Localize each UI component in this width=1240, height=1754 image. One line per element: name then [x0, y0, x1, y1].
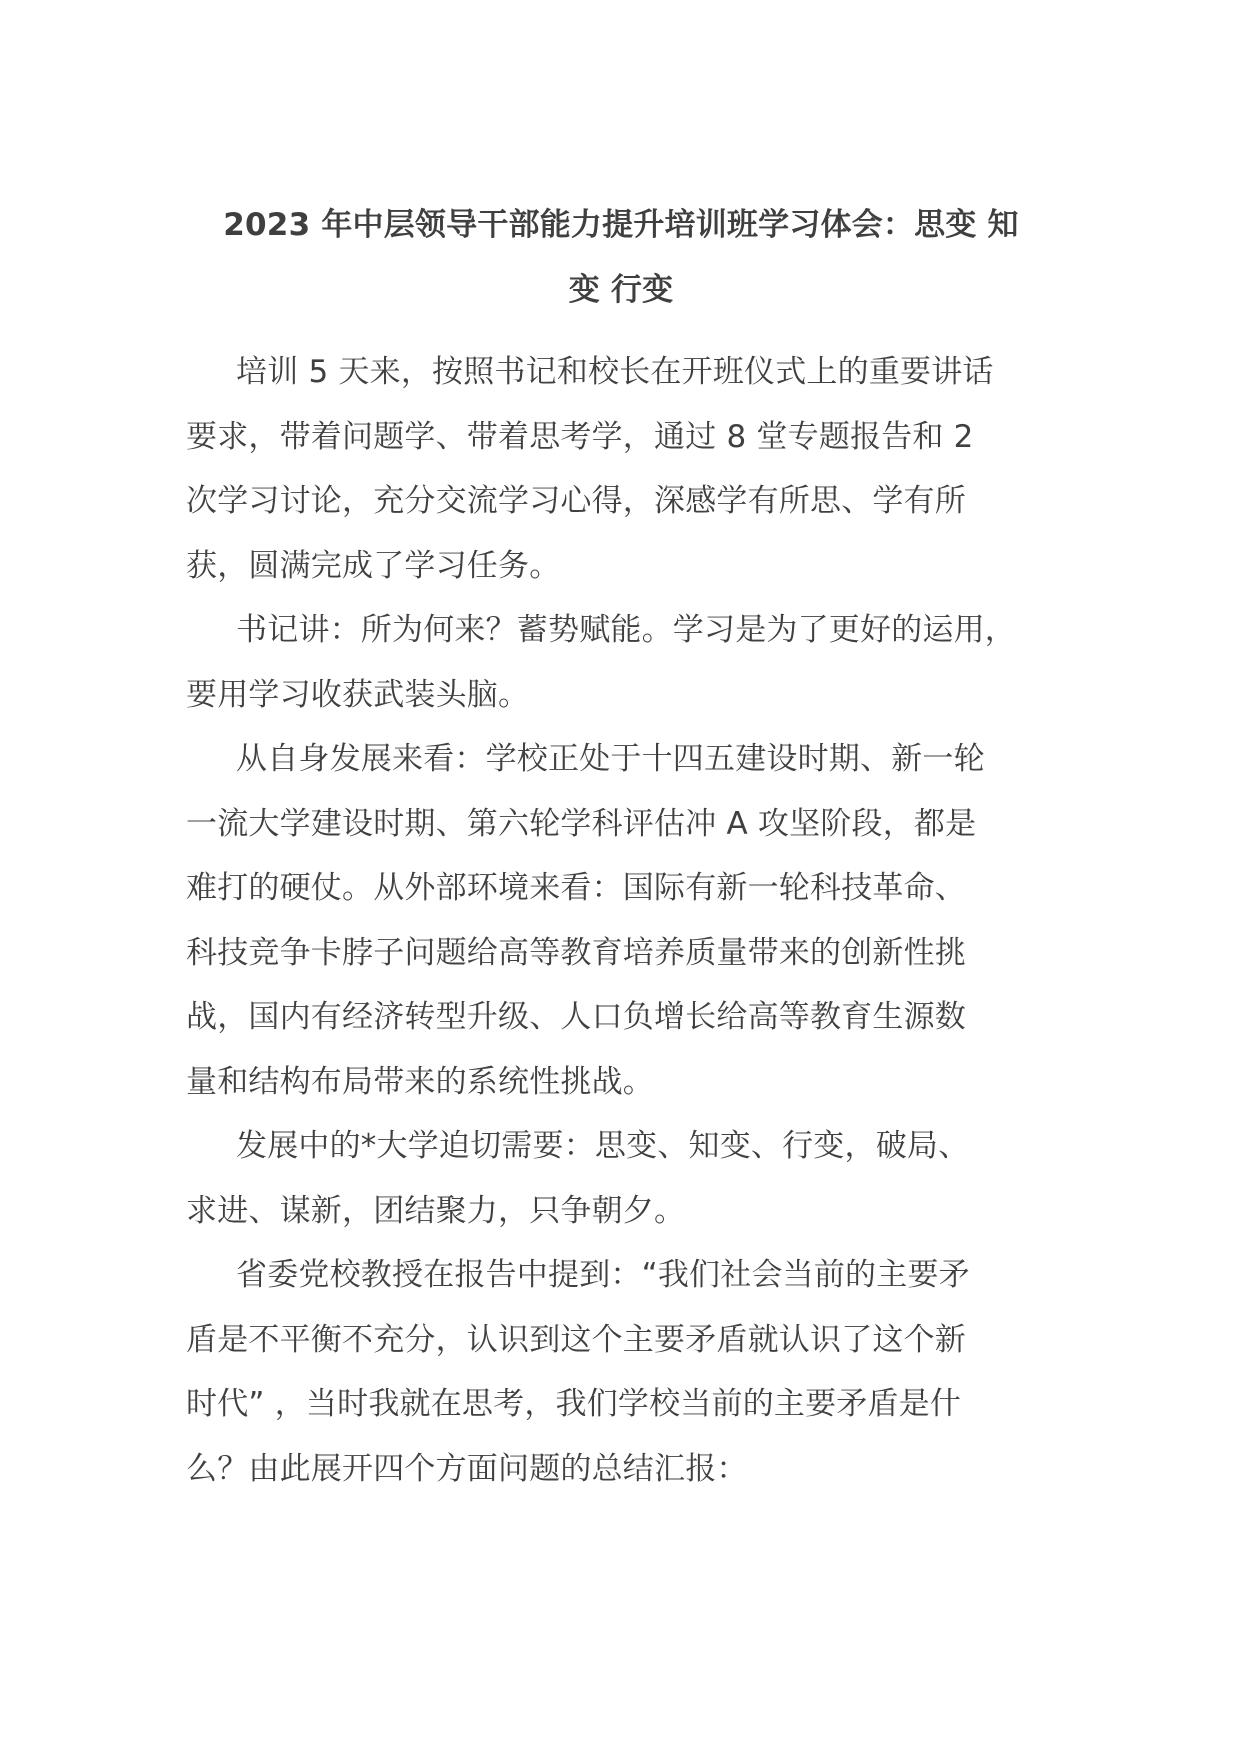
document-title [186, 193, 1056, 322]
text-line: 书记讲：所为何来？蓄势赋能。学习是为了更好的运用， [236, 612, 1016, 648]
paragraph-professor-quote [186, 1243, 1086, 1501]
text-line: 要用学习收获武装头脑。 [186, 676, 530, 713]
paragraph-training-summary [186, 340, 1086, 598]
paragraph-urgent-needs [186, 1114, 1086, 1243]
text-line: 发展中的*大学迫切需要：思变、知变、行变，破局、 [236, 1128, 970, 1164]
text-line: 战，国内有经济转型升级、人口负增长给高等教育生源数 [186, 999, 966, 1035]
text-line: 求进、谋新，团结聚力，只争朝夕。 [186, 1192, 686, 1229]
text-line: 培训 5 天来，按照书记和校长在开班仪式上的重要讲话 [236, 354, 994, 390]
text-line: 时代” ，当时我就在思考，我们学校当前的主要矛盾是什 [186, 1386, 962, 1422]
text-line: 么？由此展开四个方面问题的总结汇报： [186, 1450, 748, 1487]
text-line: 一流大学建设时期、第六轮学科评估冲 A 攻坚阶段，都是 [186, 805, 977, 842]
paragraph-development-context [186, 727, 1086, 1114]
text-line: 难打的硬仗。从外部环境来看：国际有新一轮科技革命、 [186, 870, 966, 906]
text-line: 量和结构布局带来的系统性挑战。 [186, 1063, 654, 1100]
text-line: 次学习讨论，充分交流学习心得，深感学有所思、学有所 [186, 483, 966, 519]
title-line: 变 行变 [568, 271, 674, 308]
text-line: 科技竞争卡脖子问题给高等教育培养质量带来的创新性挑 [186, 934, 966, 971]
text-line: 省委党校教授在报告中提到：“我们社会当前的主要矛 [236, 1257, 970, 1293]
document-body [186, 340, 1086, 1501]
text-line: 从自身发展来看：学校正处于十四五建设时期、新一轮 [236, 741, 985, 777]
paragraph-secretary-remarks [186, 598, 1086, 727]
text-line: 盾是不平衡不充分，认识到这个主要矛盾就认识了这个新 [186, 1321, 966, 1358]
text-line: 要求，带着问题学、带着思考学，通过 8 堂专题报告和 2 [186, 418, 974, 455]
title-line: 2023 年中层领导干部能力提升培训班学习体会：思变 知 [223, 207, 1019, 243]
text-line: 获，圆满完成了学习任务。 [186, 547, 561, 584]
